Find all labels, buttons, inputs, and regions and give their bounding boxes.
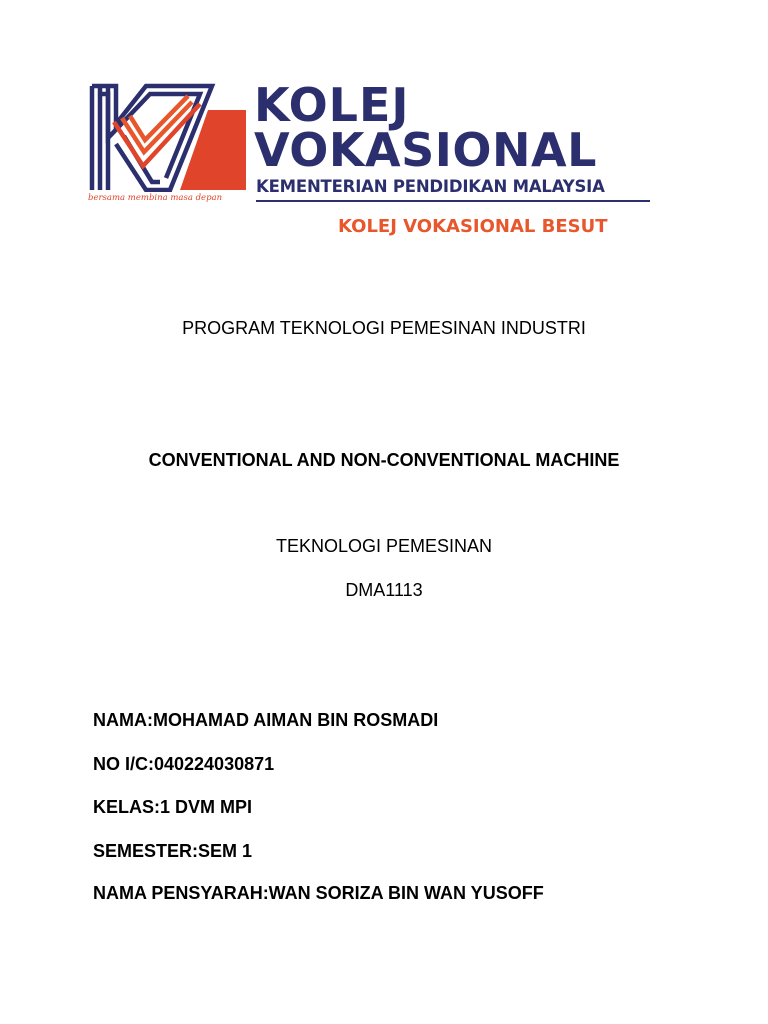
logo-divider — [256, 200, 650, 202]
logo-tagline: bersama membina masa depan — [88, 193, 223, 203]
lecturer-name: NAMA PENSYARAH:WAN SORIZA BIN WAN YUSOFF — [93, 883, 544, 903]
college-logo — [88, 80, 668, 245]
logo-campus-name: KOLEJ VOKASIONAL BESUT — [338, 216, 608, 237]
logo-title-line2: VOKASIONAL — [254, 123, 597, 177]
logo-subtitle: KEMENTERIAN PENDIDIKAN MALAYSIA — [256, 177, 605, 196]
document-title: CONVENTIONAL AND NON-CONVENTIONAL MACHINE — [148, 450, 620, 470]
logo-title-line1: KOLEJ — [254, 78, 410, 132]
student-ic: NO I/C:040224030871 — [93, 754, 275, 774]
student-name: NAMA:MOHAMAD AIMAN BIN ROSMADI — [93, 710, 439, 730]
subject-code: DMA1113 — [345, 580, 423, 600]
student-class: KELAS:1 DVM MPI — [93, 797, 253, 817]
program-name: PROGRAM TEKNOLOGI PEMESINAN INDUSTRI — [182, 318, 586, 338]
kv-emblem-icon — [88, 80, 250, 192]
student-semester: SEMESTER:SEM 1 — [93, 841, 253, 861]
subject-name: TEKNOLOGI PEMESINAN — [275, 536, 493, 556]
